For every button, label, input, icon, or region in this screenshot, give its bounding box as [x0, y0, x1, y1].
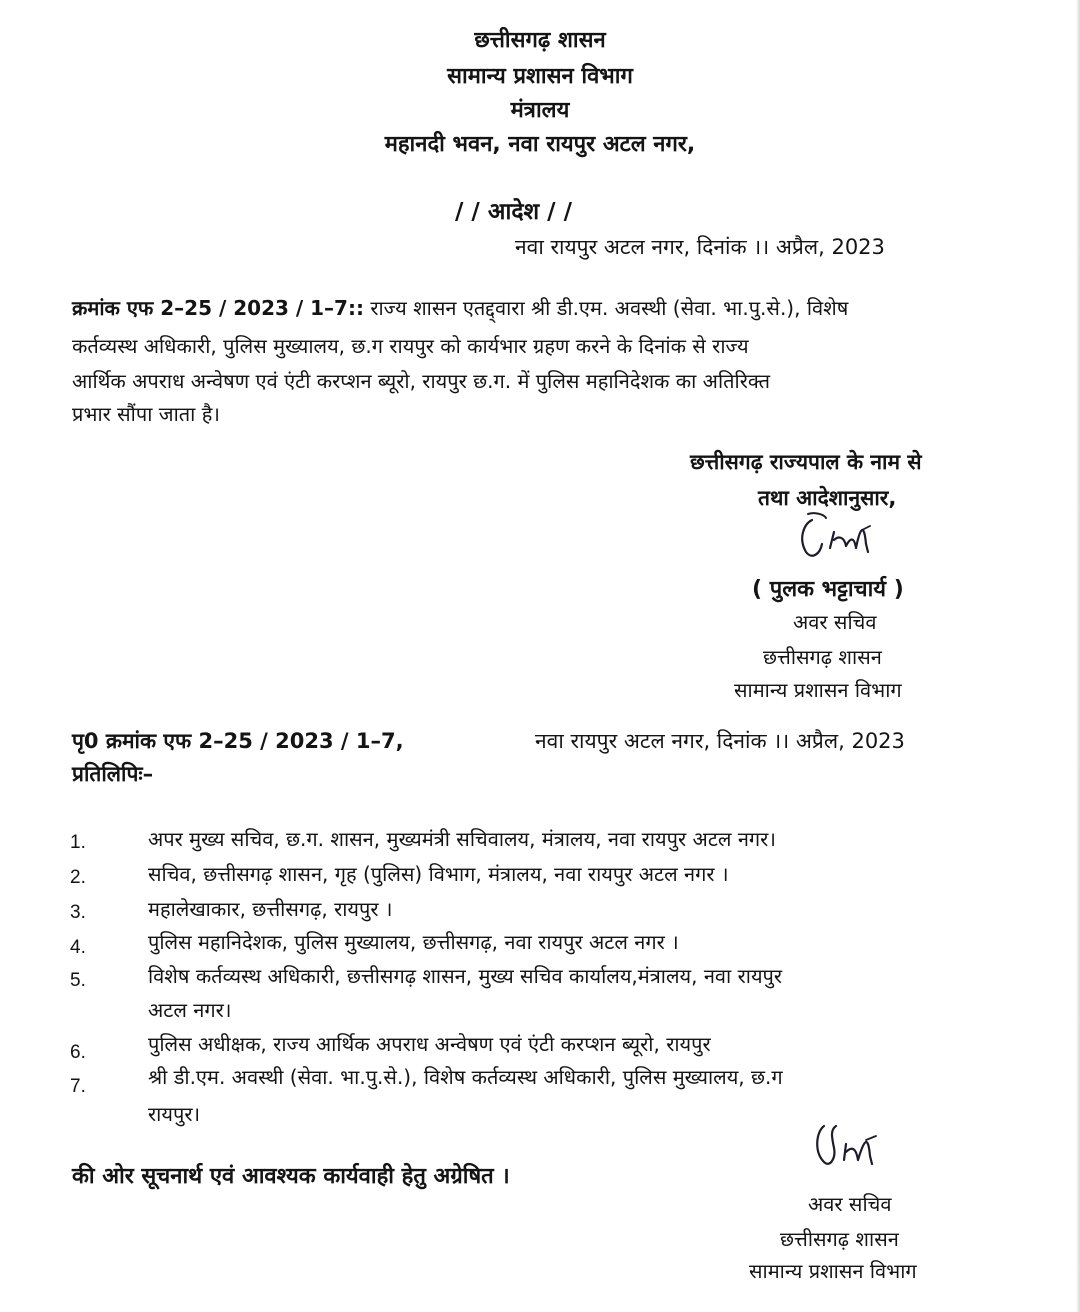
signatory-name: ( पुलक भट्टाचार्य ) [752, 577, 904, 602]
list-item: महालेखाकार, छत्तीसगढ़, रायपुर । [148, 897, 393, 921]
signatory-government: छत्तीसगढ़ शासन [763, 645, 882, 669]
signature-on-behalf: छत्तीसगढ़ राज्यपाल के नाम से [690, 450, 922, 474]
list-item: अपर मुख्य सचिव, छ.ग. शासन, मुख्यमंत्री सचिवालय, मंत्रालय, नवा रायपुर अटल नगर। [148, 827, 776, 851]
order-place-date: नवा रायपुर अटल नगर, दिनांक ।। अप्रैल, 2023 [515, 235, 885, 259]
list-item-number: 7. [70, 1076, 86, 1097]
list-item: श्री डी.एम. अवस्थी (सेवा. भा.पु.से.), विशेष कर्तव्यस्थ अधिकारी, पुलिस मुख्यालय, छ.ग [148, 1065, 783, 1089]
header-department: सामान्य प्रशासन विभाग [447, 64, 633, 89]
signatory-department: सामान्य प्रशासन विभाग [734, 678, 902, 702]
order-body-text-1: राज्य शासन एतद्द्वारा श्री डी.एम. अवस्थी (सेवा. भा.पु.से.), विशेष [363, 296, 849, 320]
list-item: पुलिस अधीक्षक, राज्य आर्थिक अपराध अन्वेषण एवं एंटी करप्शन ब्यूरो, रायपुर [148, 1032, 711, 1056]
list-item-number: 4. [70, 937, 86, 958]
copy-label: प्रतिलिपिः– [72, 762, 154, 786]
page-edge-shadow [1076, 0, 1080, 1312]
order-reference: क्रमांक एफ 2–25 / 2023 / 1–7:: [72, 296, 364, 320]
order-body-line-4: प्रभार सौंपा जाता है। [72, 402, 220, 426]
list-item: पुलिस महानिदेशक, पुलिस मुख्यालय, छत्तीसगढ़, नवा रायपुर अटल नगर । [148, 930, 679, 954]
list-item-number: 6. [70, 1042, 86, 1063]
forwarding-department: सामान्य प्रशासन विभाग [749, 1259, 917, 1283]
list-item-number: 3. [70, 902, 86, 923]
signature-by-order: तथा आदेशानुसार, [758, 486, 897, 510]
list-item: विशेष कर्तव्यस्थ अधिकारी, छत्तीसगढ़ शासन, मुख्य सचिव कार्यालय,मंत्रालय, नवा रायपुर [148, 964, 783, 988]
list-item-number: 5. [70, 970, 86, 991]
list-item-number: 2. [70, 867, 86, 888]
handwritten-signature-1 [790, 508, 880, 568]
forwarding-note: की ओर सूचनार्थ एवं आवश्यक कार्यवाही हेतु अग्रेषित । [72, 1164, 510, 1189]
forwarding-government: छत्तीसगढ़ शासन [780, 1227, 899, 1251]
order-body-line-1 [72, 292, 1012, 324]
copy-place-date: नवा रायपुर अटल नगर, दिनांक ।। अप्रैल, 2023 [535, 729, 905, 753]
list-item-continuation: रायपुर। [148, 1102, 201, 1126]
signatory-designation: अवर सचिव [793, 610, 877, 634]
copy-reference: पृ0 क्रमांक एफ 2–25 / 2023 / 1–7, [72, 729, 404, 753]
order-body-line-2: कर्तव्यस्थ अधिकारी, पुलिस मुख्यालय, छ.ग रायपुर को कार्यभार ग्रहण करने के दिनांक से राज्य [72, 334, 749, 358]
order-heading: / / आदेश / / [455, 199, 572, 225]
order-body-line-3: आर्थिक अपराध अन्वेषण एवं एंटी करप्शन ब्यूरो, रायपुर छ.ग. में पुलिस महानिदेशक का अतिरिक्त [72, 369, 770, 393]
header-ministry: मंत्रालय [510, 98, 570, 123]
forwarding-designation: अवर सचिव [808, 1192, 892, 1216]
handwritten-signature-2 [810, 1118, 890, 1174]
list-item-continuation: अटल नगर। [148, 998, 232, 1022]
list-item: सचिव, छत्तीसगढ़ शासन, गृह (पुलिस) विभाग, मंत्रालय, नवा रायपुर अटल नगर । [148, 862, 729, 886]
list-item-number: 1. [70, 832, 86, 853]
header-address: महानदी भवन, नवा रायपुर अटल नगर, [384, 132, 696, 157]
header-government: छत्तीसगढ़ शासन [474, 28, 606, 53]
